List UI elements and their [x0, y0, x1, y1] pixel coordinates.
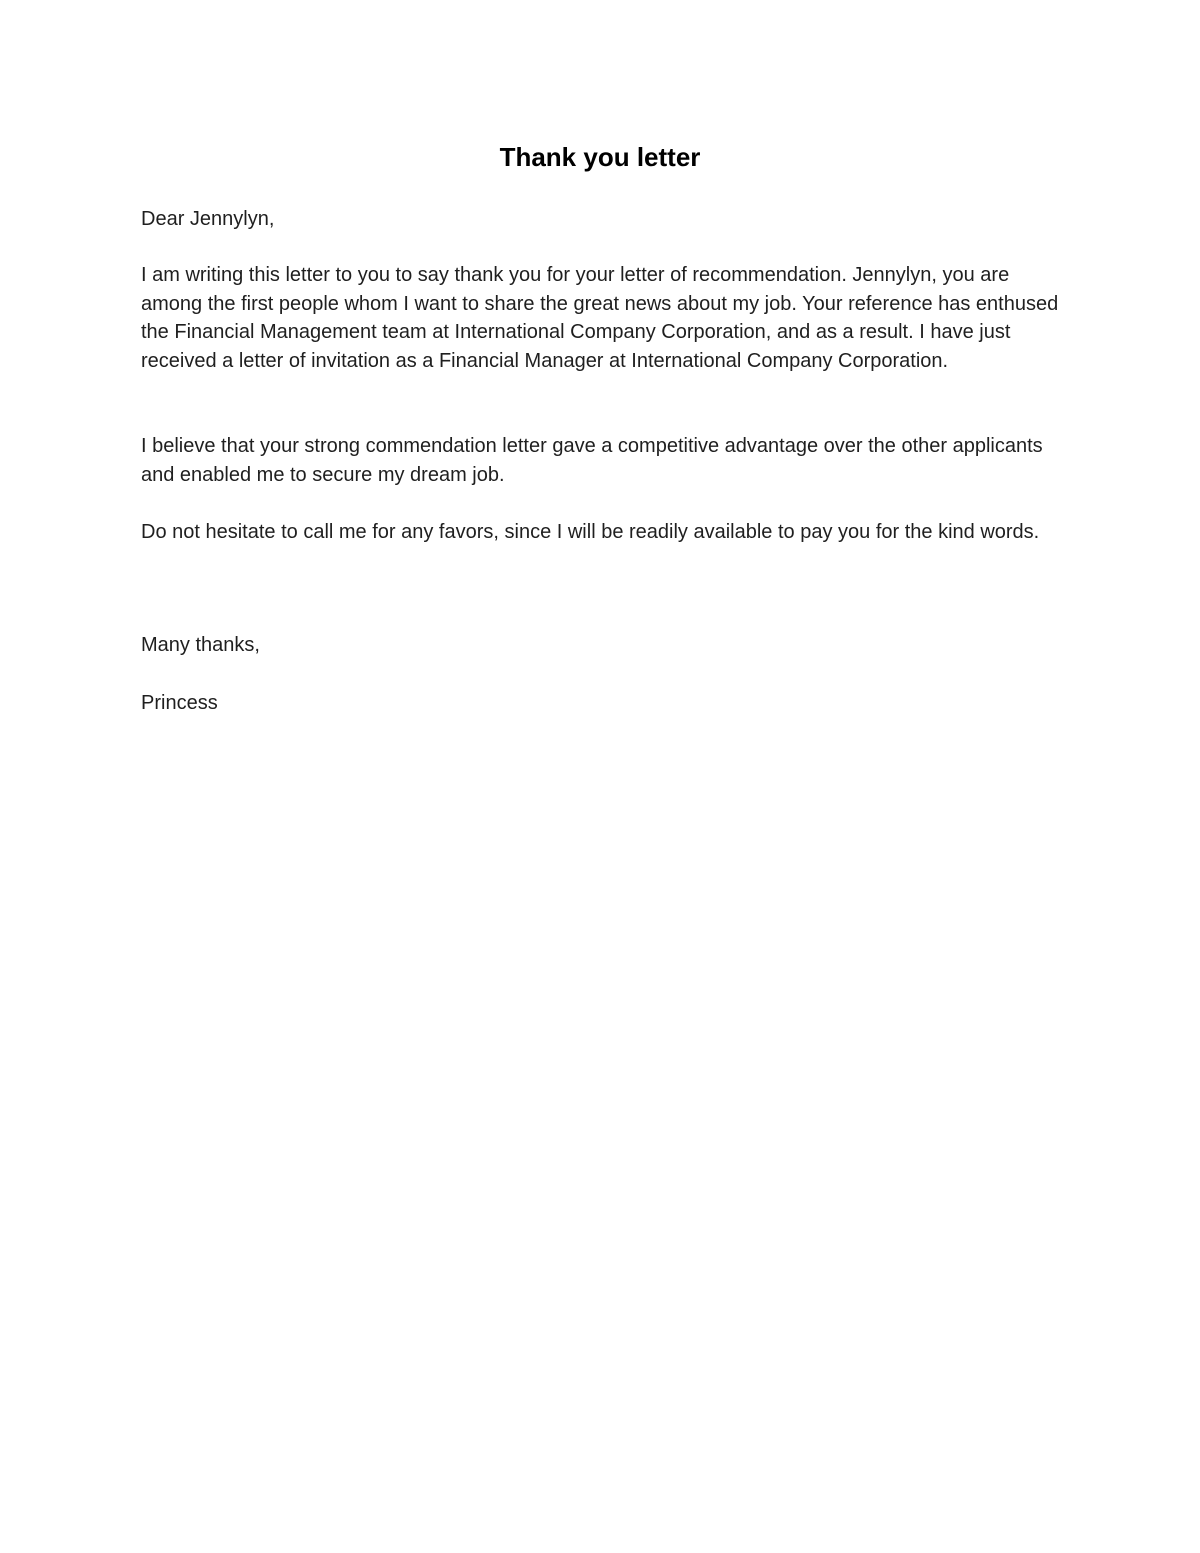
letter-paragraph-2: I believe that your strong commendation letter gave a competitive advantage over the other applicants and enabled me to secure my dream job.	[141, 435, 1043, 486]
letter-title: Thank you letter	[499, 142, 701, 172]
letter-signature: Princess	[141, 692, 218, 714]
letter-paragraph-3: Do not hesitate to call me for any favors, since I will be readily available to pay you for the kind words.	[141, 521, 1040, 543]
letter-paragraph-1: I am writing this letter to you to say thank you for your letter of recommendation. Jennylyn, you are among the first people whom I want to share the great news about my job. Your reference has enthused the Financial Management team at International Company Corporation, and as a result. I have just received a letter of invitation as a Financial Manager at International Company Corporation.	[141, 264, 1059, 372]
letter-closing: Many thanks,	[141, 634, 260, 656]
letter-salutation: Dear Jennylyn,	[141, 208, 275, 230]
